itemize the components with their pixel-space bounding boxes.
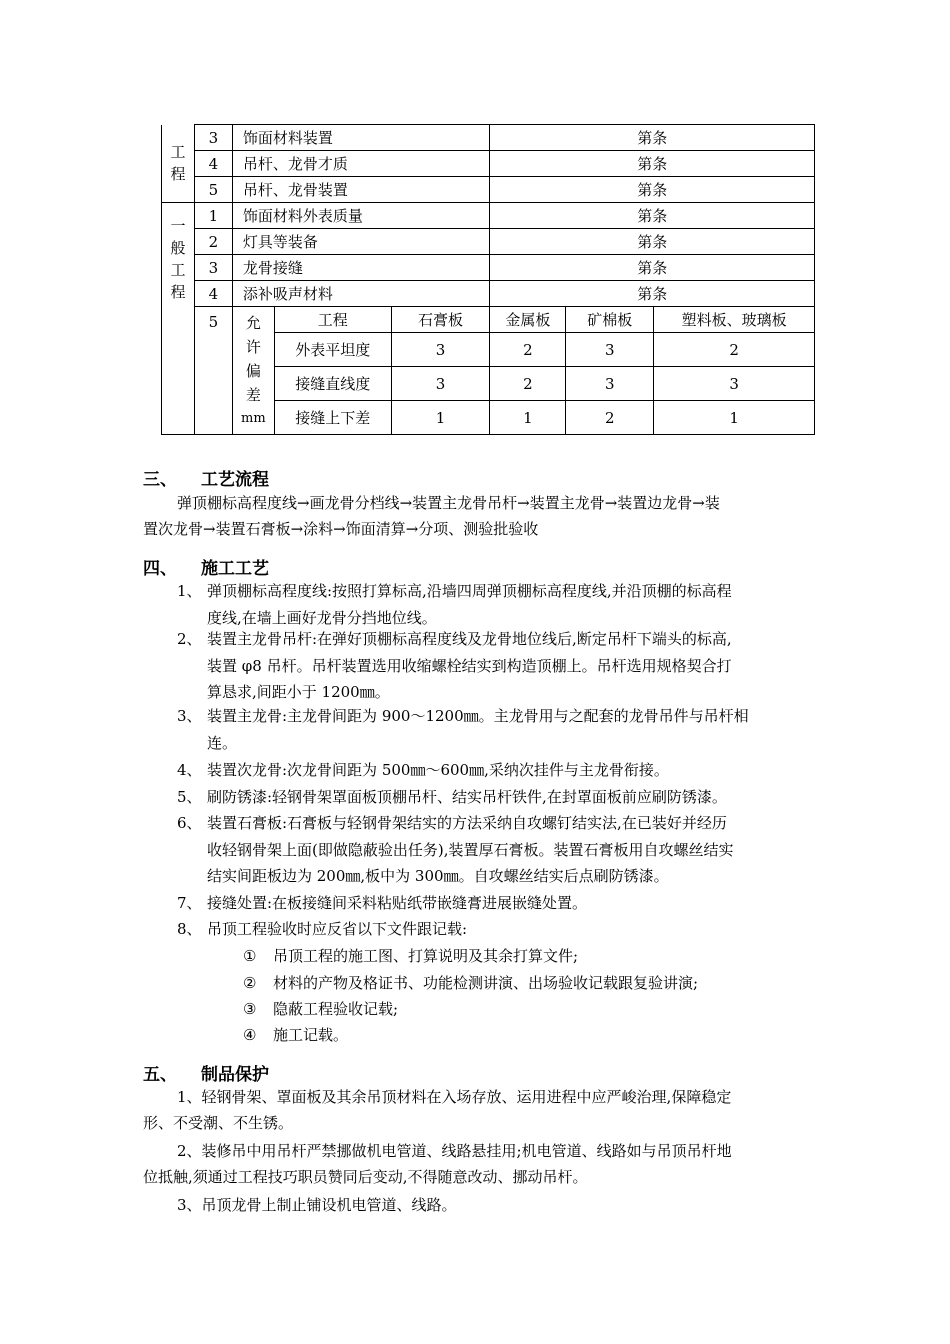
row-number: 4 [194, 281, 232, 307]
deviation-cell: 外表平坦度 [274, 333, 391, 367]
sub-list-item: ① 吊顶工程的施工图、打算说明及其余打算文件; [243, 947, 579, 965]
list-item: 1、 弹顶棚标高程度线:按照打算标高,沿墙四周弹顶棚标高程度线,并沿顶棚的标高程 度线,在墙上画好龙骨分挡地位线。 [177, 582, 732, 627]
table-row [162, 125, 815, 151]
list-item: 4、 装置次龙骨:次龙骨间距为 500㎜～600㎜,采纳次挂件与主龙骨衔接。 [177, 761, 669, 779]
row-ref: 第条 [490, 203, 815, 229]
sub-list-item: ③ 隐蔽工程验收记载; [243, 1000, 399, 1018]
list-item: 3、 装置主龙骨:主龙骨间距为 900～1200㎜。主龙骨用与之配套的龙骨吊件与吊杆相 连。 [177, 707, 749, 752]
table-row [162, 229, 815, 255]
row-ref: 第条 [490, 229, 815, 255]
deviation-label: 允 许 偏 差 mm [232, 307, 274, 435]
row-number: 5 [194, 307, 232, 435]
deviation-cell: 接缝直线度 [274, 367, 391, 401]
row-ref: 第条 [490, 125, 815, 151]
protection-para-2-line-1: 2、装修吊中用吊杆严禁挪做机电管道、线路悬挂用;机电管道、线路如与吊顶吊杆地 [177, 1142, 732, 1160]
group-label-main: 工 程 [162, 125, 195, 203]
deviation-cell: 3 [654, 367, 815, 401]
list-item: 5、 刷防锈漆:轻钢骨架罩面板顶棚吊杆、结实吊杆铁件,在封罩面板前应刷防锈漆。 [177, 788, 727, 806]
sub-list-item: ② 材料的产物及格证书、功能检测讲演、出场验收记载跟复验讲演; [243, 974, 699, 992]
deviation-header: 石膏板 [391, 307, 490, 333]
row-item: 吊杆、龙骨装置 [232, 177, 490, 203]
row-ref: 第条 [490, 151, 815, 177]
section-heading-process: 三、 工艺流程 [143, 470, 269, 490]
row-ref: 第条 [490, 281, 815, 307]
group-label-general: 一 般 工 程 [162, 203, 195, 435]
table-row [162, 177, 815, 203]
deviation-cell: 1 [654, 401, 815, 435]
row-ref: 第条 [490, 177, 815, 203]
row-item: 添补吸声材料 [232, 281, 490, 307]
protection-para-2-line-2: 位抵触,须通过工程技巧职员赞同后变动,不得随意改动、挪动吊杆。 [143, 1168, 588, 1186]
protection-para-1-line-2: 形、不受潮、不生锈。 [143, 1114, 294, 1132]
deviation-header: 塑料板、玻璃板 [654, 307, 815, 333]
deviation-cell: 3 [566, 367, 654, 401]
deviation-cell: 3 [566, 333, 654, 367]
row-number: 5 [194, 177, 232, 203]
row-item: 饰面材料外表质量 [232, 203, 490, 229]
list-item: 2、 装置主龙骨吊杆:在弹好顶棚标高程度线及龙骨地位线后,断定吊杆下端头的标高, 装置 φ8 吊杆。吊杆装置选用收缩螺栓结实到构造顶棚上。吊杆选用规格契合打 算恳求,间距小于 1200㎜。 [177, 630, 732, 701]
row-ref: 第条 [490, 255, 815, 281]
row-item: 吊杆、龙骨才质 [232, 151, 490, 177]
row-number: 1 [194, 203, 232, 229]
table-row [162, 203, 815, 229]
table-row [162, 255, 815, 281]
table-row [162, 151, 815, 177]
deviation-cell: 3 [391, 333, 490, 367]
deviation-cell: 2 [490, 367, 566, 401]
list-item: 7、 接缝处置:在板接缝间采料粘贴纸带嵌缝膏进展嵌缝处置。 [177, 894, 588, 912]
protection-para-1-line-1: 1、轻钢骨架、罩面板及其余吊顶材料在入场存放、运用进程中应严峻治理,保障稳定 [177, 1088, 732, 1106]
row-number: 2 [194, 229, 232, 255]
deviation-header: 金属板 [490, 307, 566, 333]
section-heading-protection: 五、 制品保护 [143, 1065, 269, 1085]
deviation-cell: 1 [391, 401, 490, 435]
process-line-1: 弹顶棚标高程度线→画龙骨分档线→装置主龙骨吊杆→装置主龙骨→装置边龙骨→装 [177, 494, 720, 512]
row-number: 3 [194, 255, 232, 281]
deviation-cell: 1 [490, 401, 566, 435]
row-number: 4 [194, 151, 232, 177]
deviation-header: 工程 [274, 307, 391, 333]
row-item: 龙骨接缝 [232, 255, 490, 281]
row-item: 灯具等装备 [232, 229, 490, 255]
deviation-header: 矿棉板 [566, 307, 654, 333]
row-item: 饰面材料装置 [232, 125, 490, 151]
deviation-cell: 2 [654, 333, 815, 367]
deviation-cell: 3 [391, 367, 490, 401]
table-row [162, 307, 815, 333]
deviation-cell: 2 [566, 401, 654, 435]
deviation-cell: 接缝上下差 [274, 401, 391, 435]
inspection-table [161, 124, 815, 435]
sub-list-item: ④ 施工记载。 [243, 1026, 349, 1044]
section-heading-construction: 四、 施工工艺 [143, 559, 269, 579]
table-row [162, 281, 815, 307]
process-line-2: 置次龙骨→装置石膏板→涂料→饰面清算→分项、测验批验收 [143, 520, 539, 538]
protection-para-3: 3、吊顶龙骨上制止铺设机电管道、线路。 [177, 1196, 457, 1214]
deviation-cell: 2 [490, 333, 566, 367]
list-item: 6、 装置石膏板:石膏板与轻钢骨架结实的方法采纳自攻螺钉结实法,在已装好并经历 收轻钢骨架上面(即做隐蔽验出任务),装置厚石膏板。装置石膏板用自攻螺丝结实 结实间距板边为 200㎜,板中为 300㎜。自攻螺丝结实后点刷防锈漆。 [177, 814, 734, 885]
row-number: 3 [194, 125, 232, 151]
list-item: 8、 吊顶工程验收时应反省以下文件跟记载: [177, 920, 468, 938]
